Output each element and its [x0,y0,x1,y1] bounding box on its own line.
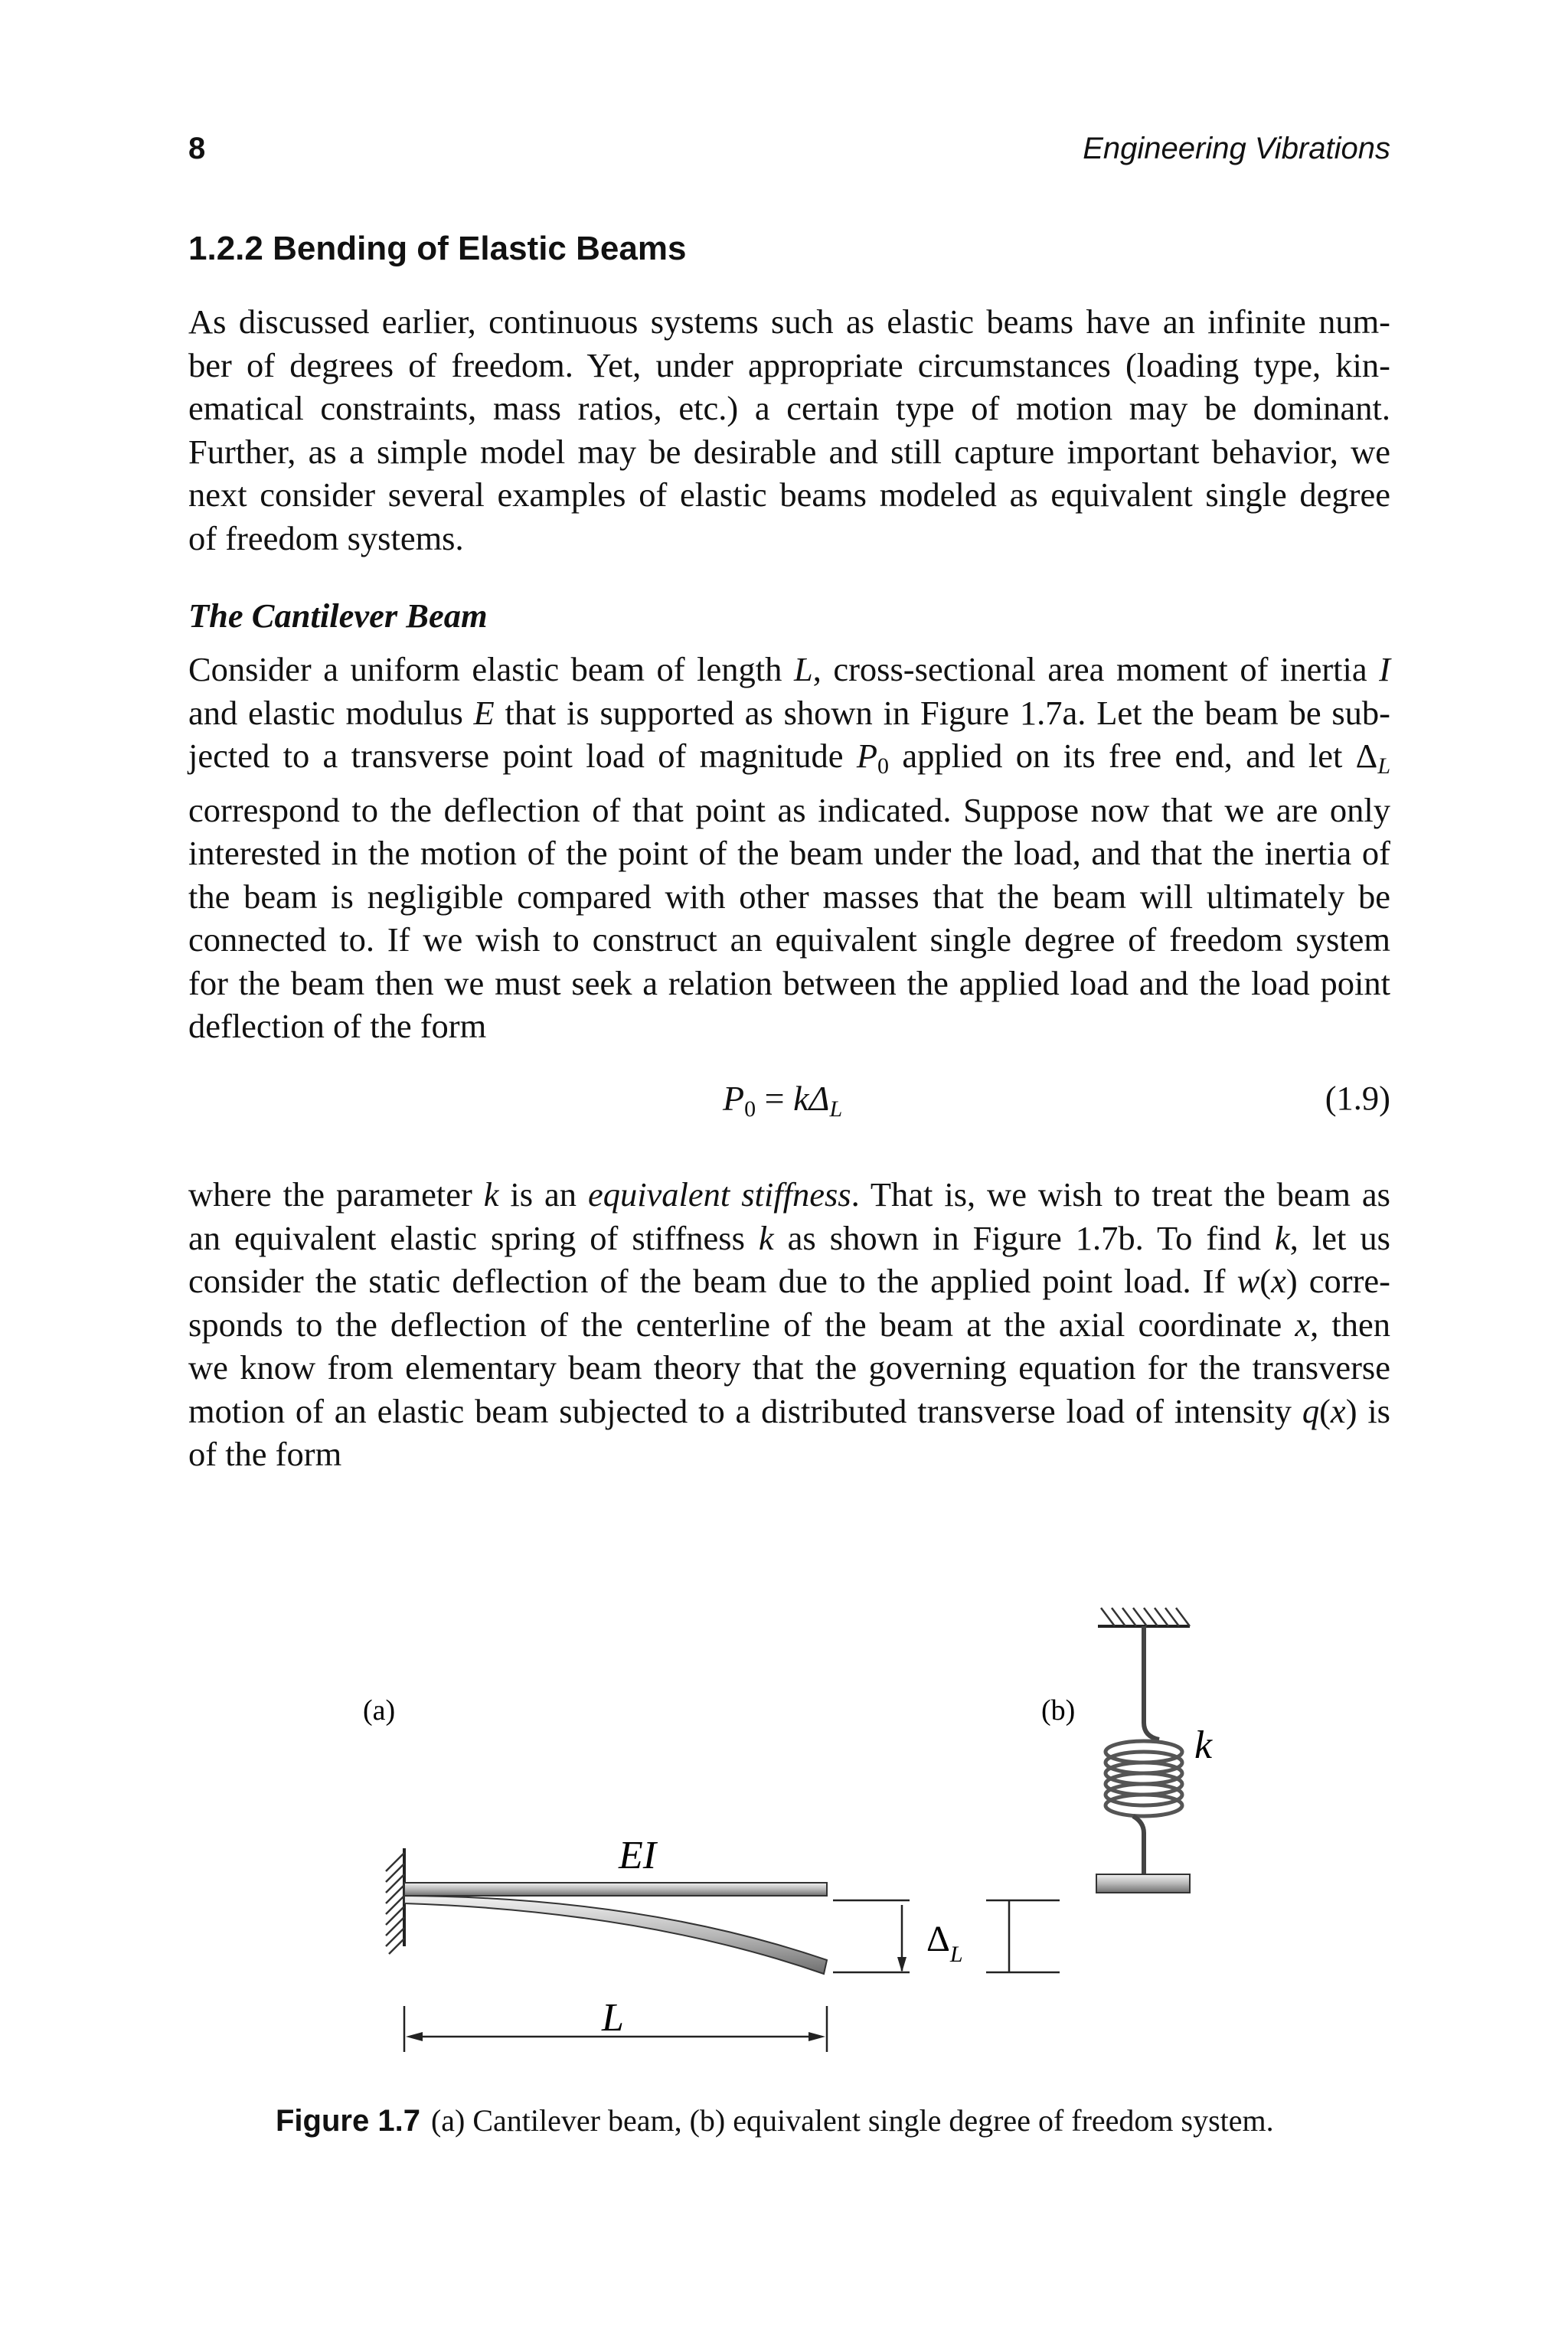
deflection-label [926,1919,963,1967]
text-line: for the beam then we must seek a relation between the applied load and the load point [188,963,1390,1002]
label-b: (b) [1041,1694,1076,1727]
delta-symbol: Δ [926,1919,950,1959]
text-line: consider the static deflection of the beam due to the applied point load. If w(x) corre- [188,1262,1390,1300]
running-head: Engineering Vibrations [1083,132,1390,165]
text-line: Consider a uniform elastic beam of length L, cross-sectional area moment of inertia I [188,650,1390,688]
text-line: ber of degrees of freedom. Yet, under appropriate circumstances (loading type, kin- [188,345,1390,384]
text-line: where the parameter k is an equivalent stiffness. That is, we wish to treat the beam as [188,1175,1391,1214]
length-label: L [602,1996,624,2040]
text-line: connected to. If we wish to construct an equivalent single degree of freedom system [188,920,1390,959]
spring-label-k: k [1194,1723,1213,1767]
caption-text: (a) Cantilever beam, (b) equivalent single degree of freedom system. [430,2103,1274,2138]
eq-rhs: kΔ [793,1079,830,1118]
subsection-title: The Cantilever Beam [188,596,488,635]
text-line: ematical constraints, mass ratios, etc.) a certain type of motion may be dominant. [188,389,1390,427]
text-line: of freedom systems. [188,518,464,557]
text-line: jected to a transverse point load of magnitude $P_0$ applied on its free end, and let $\Delta_L$ [188,737,1390,779]
eq-lhs-sub: 0 [744,1096,756,1122]
undeformed-beam [404,1883,827,1896]
caption-label: Figure 1.7 [276,2104,420,2138]
text-line: of the form [188,1435,342,1473]
text-line: correspond to the deflection of that point as indicated. Suppose now that we are only [188,790,1390,829]
text-line: sponds to the deflection of the centerline of the beam at the axial coordinate x, then [188,1305,1390,1344]
delta-subscript: L [949,1942,963,1967]
equation-number: (1.9) [1325,1079,1390,1117]
mass-block [1096,1874,1190,1893]
label-a: (a) [363,1694,396,1727]
ceiling-support [1098,1608,1190,1626]
text-line: we know from elementary beam theory that the governing equation for the transverse [188,1348,1390,1387]
spring [1106,1626,1182,1874]
text-line: Further, as a simple model may be desirable and still capture important behavior, we [188,432,1390,471]
text-line: motion of an elastic beam subjected to a distributed transverse load of intensity q(x) is [188,1391,1390,1430]
text-line: deflection of the form [188,1007,487,1045]
eq-rhs-sub: L [829,1096,843,1122]
figure-caption [276,2102,1274,2138]
deflected-beam [404,1896,827,1974]
text-line: next consider several examples of elastic beams modeled as equivalent single degree [188,475,1390,514]
section-title: 1.2.2 Bending of Elastic Beams [188,230,687,267]
text-line: the beam is negligible compared with other masses that the beam will ultimately be [188,877,1390,916]
eq-lhs: P [723,1079,745,1118]
page-number: 8 [188,132,206,165]
text-line: and elastic modulus E that is supported as shown in Figure 1.7a. Let the beam be sub- [188,693,1390,732]
text-line: interested in the motion of the point of the beam under the load, and that the inertia of [188,834,1390,872]
text-line: an equivalent elastic spring of stiffness k as shown in Figure 1.7b. To find k, let us [188,1218,1390,1257]
eq-op: = [756,1079,794,1118]
beam-label-ei: EI [619,1834,657,1877]
wall-support [386,1848,404,1954]
text-line: As discussed earlier, continuous systems such as elastic beams have an infinite num- [188,302,1390,341]
